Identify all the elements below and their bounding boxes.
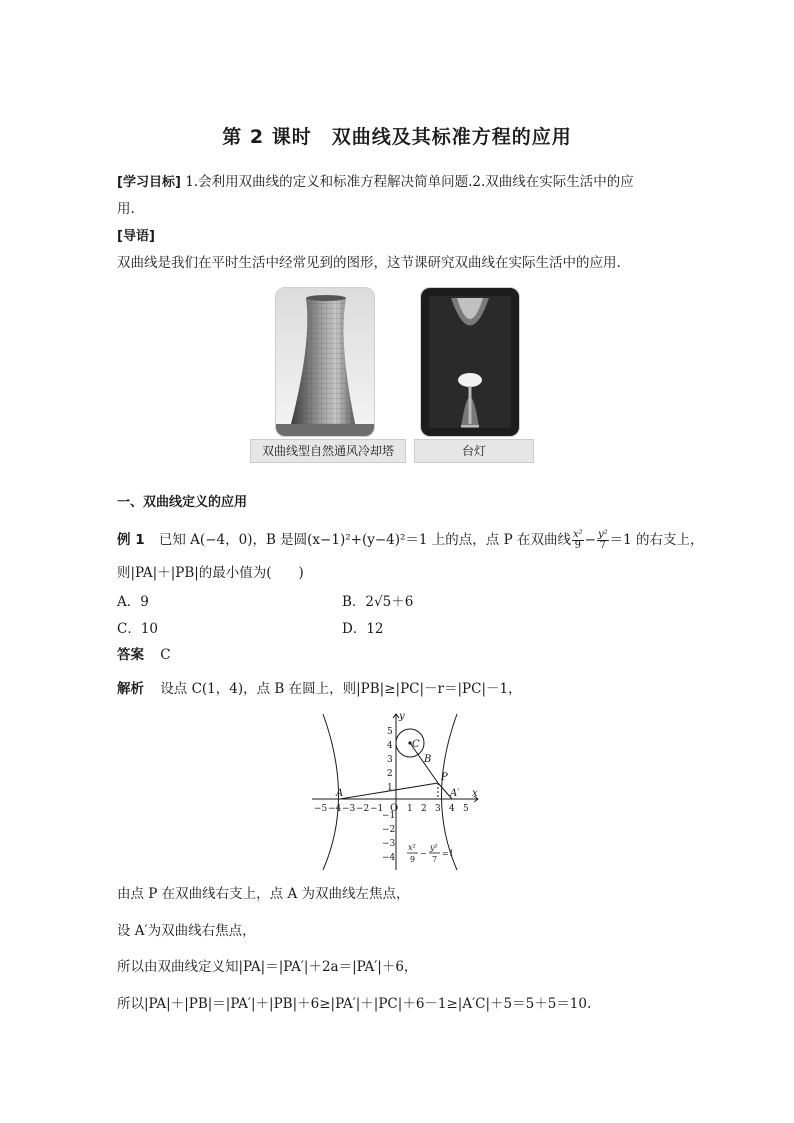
frac-x-num: x²	[572, 529, 583, 540]
x-tick: −2	[356, 804, 370, 814]
guide-text: 双曲线是我们在平时生活中经常见到的图形，这节课研究双曲线在实际生活中的应用.	[117, 255, 621, 271]
objectives-line	[117, 172, 687, 193]
point-c-label: C	[412, 739, 420, 750]
y-tick: 4	[387, 741, 393, 751]
x-tick: 4	[449, 804, 455, 814]
page-title: 第 2 课时 双曲线及其标准方程的应用	[222, 126, 572, 148]
analysis-line-2: 由点 P 在双曲线右支上，点 A 为双曲线左焦点，	[117, 886, 410, 902]
hyperbola-figure	[310, 710, 490, 874]
desk-lamp-icon	[421, 288, 519, 436]
eq-den-x: 9	[410, 855, 416, 864]
x-tick: −1	[370, 804, 384, 814]
y-tick-labels	[382, 727, 399, 863]
analysis-line-4: 所以由双曲线定义知|PA|＝|PA′|＋2a＝|PA′|＋6，	[117, 959, 418, 975]
frac-y-den: 7	[599, 540, 606, 551]
example-line-2: 则|PA|＋|PB|的最小值为( )	[117, 565, 304, 581]
x-tick: 1	[407, 804, 413, 814]
desk-lamp-photo	[420, 287, 520, 437]
objectives-line-2: 用.	[117, 201, 135, 217]
guide-label: [导语]	[117, 229, 155, 244]
eq-rhs: =1	[442, 849, 454, 858]
point-a-prime-label: A′	[450, 788, 460, 799]
example-text-a: 已知 A(−4，0)，B 是圆(x−1)²+(y−4)²＝1 上的点，点 P 在双曲线	[158, 532, 571, 548]
analysis-line-1	[117, 679, 687, 699]
example-label: 例 1	[117, 532, 145, 548]
origin-label: O	[390, 803, 399, 814]
option-a: A．9	[117, 594, 149, 610]
example-text-b: ＝1 的右支上，	[609, 532, 704, 548]
y-tick: −3	[382, 839, 396, 849]
objectives-text: 1.会利用双曲线的定义和标准方程解决简单问题.2.双曲线在实际生活中的应	[185, 174, 634, 190]
option-b: B．2√5＋6	[342, 594, 414, 610]
hyperbola-fraction-x	[572, 530, 584, 551]
option-d: D．12	[342, 621, 384, 637]
y-tick: 3	[387, 755, 393, 765]
point-a-label: A	[336, 788, 344, 799]
figure-equation	[407, 843, 454, 864]
option-c: C．10	[117, 621, 159, 637]
point-b-label: B	[424, 754, 432, 765]
y-axis-label: y	[399, 711, 405, 722]
y-tick: −2	[382, 825, 396, 835]
x-tick: 3	[435, 804, 441, 814]
image-caption-tower: 双曲线型自然通风冷却塔	[250, 439, 406, 463]
y-tick: −1	[382, 811, 396, 821]
fraction-minus: −	[584, 532, 596, 548]
frac-y-num: y²	[597, 529, 608, 540]
analysis-line-3: 设 A′为双曲线右焦点，	[117, 923, 256, 939]
image-caption-lamp: 台灯	[414, 439, 534, 463]
section-heading: 一、双曲线定义的应用	[117, 495, 248, 510]
eq-den-y: 7	[432, 855, 438, 864]
hyperbola-fraction-y	[597, 530, 609, 551]
y-tick: −4	[382, 853, 396, 863]
x-tick: −4	[328, 804, 342, 814]
y-tick: 1	[387, 783, 393, 793]
x-tick: 5	[463, 804, 469, 814]
y-tick: 5	[387, 727, 393, 737]
guide-label-line	[117, 226, 687, 247]
x-axis-label: x	[472, 788, 478, 799]
x-tick: 2	[421, 804, 427, 814]
analysis-line-5: 所以|PA|＋|PB|＝|PA′|＋|PB|＋6≥|PA′|＋|PC|＋6－1≥|A′C|＋5＝5＋5＝10.	[117, 996, 592, 1012]
analysis-text-1: 设点 C(1，4)，点 B 在圆上，则|PB|≥|PC|－r＝|PC|－1，	[160, 681, 522, 697]
eq-num-y: y²	[430, 843, 438, 852]
example-line-1	[117, 529, 704, 551]
eq-num-x: x²	[408, 843, 416, 852]
x-tick: −5	[314, 804, 328, 814]
point-p-label: P	[441, 772, 448, 783]
objectives-label: [学习目标]	[117, 175, 181, 190]
cooling-tower-icon	[276, 288, 374, 436]
eq-minus: −	[420, 849, 427, 858]
analysis-label: 解析	[117, 681, 144, 697]
x-tick: −3	[342, 804, 356, 814]
frac-x-den: 9	[574, 540, 581, 551]
answer-line	[117, 645, 687, 665]
cooling-tower-photo	[275, 287, 375, 437]
y-tick: 2	[387, 769, 393, 779]
answer-label: 答案	[117, 647, 144, 663]
answer-value: C	[160, 647, 171, 663]
